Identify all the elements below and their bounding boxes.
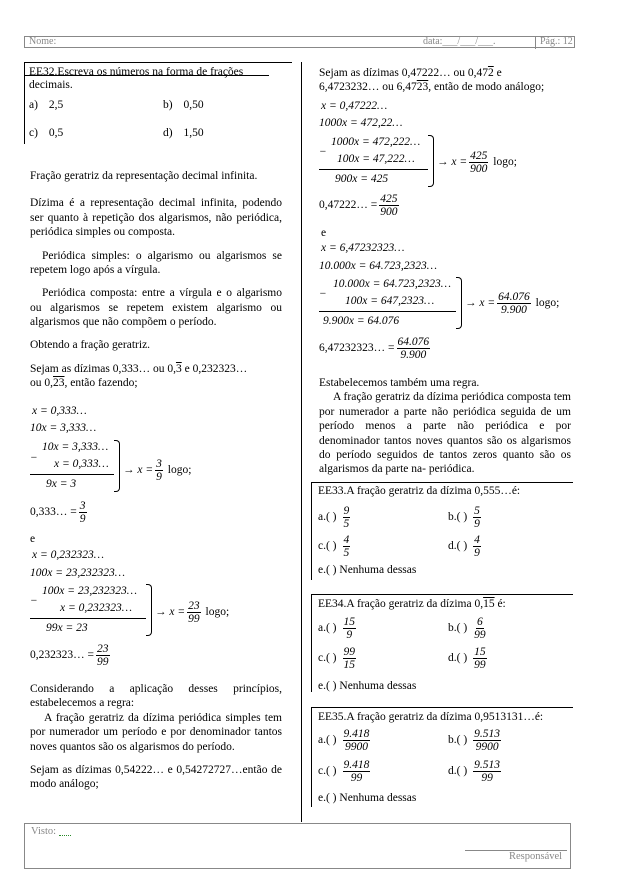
ee35-option-b[interactable]: b.( ) $\frac{9.513}{9900}$ bbox=[448, 728, 501, 754]
ee33-option-c[interactable]: c.( ) $\frac{4}{5}$ bbox=[318, 534, 350, 560]
ee32-item-a: a) 2,5 bbox=[29, 99, 64, 111]
ex1-final: 0,333… = $\frac{3}{9}$ bbox=[30, 500, 86, 526]
ee35-title: EE35.A fração geratriz da dízima 0,9513131…é: bbox=[318, 711, 544, 723]
visto-label: Visto: bbox=[31, 826, 57, 837]
theory-p5: Sejam as dízimas 0,333… ou 0,3 e 0,232323… ou 0,23, então fazendo; bbox=[30, 362, 248, 390]
ex4-final: 6,47232323… = $\frac{64.076}{9.900}$ bbox=[319, 336, 430, 362]
ex-sep-e: e bbox=[30, 533, 36, 545]
ee32-item-b: b) 0,50 bbox=[163, 99, 204, 111]
ex2-result: → x = $\frac{23}{99}$ logo; bbox=[155, 600, 230, 626]
ee32-box bbox=[24, 62, 292, 144]
ee35-option-c[interactable]: c.( ) $\frac{9.418}{99}$ bbox=[318, 759, 370, 785]
ex2-line2: 100x = 23,232323… bbox=[30, 567, 125, 579]
ex4-line2: 10.000x = 64.723,2323… bbox=[319, 260, 437, 272]
page-label: Pág.: 12 bbox=[535, 36, 573, 49]
right-p1: Sejam as dízimas 0,47222… ou 0,472 e 6,4723232… ou 6,4723, então de modo análogo; bbox=[319, 67, 545, 94]
ee33-option-d[interactable]: d.( ) $\frac{4}{9}$ bbox=[448, 534, 480, 560]
ee34-option-e[interactable]: e.( ) Nenhuma dessas bbox=[318, 680, 417, 692]
header-bar bbox=[24, 36, 575, 48]
ee34-title: EE34.A fração geratriz da dízima 0,15 é: bbox=[318, 598, 506, 610]
left-theory bbox=[30, 169, 282, 391]
ex4-result: → x = $\frac{64.076}{9.900}$ logo; bbox=[465, 291, 560, 317]
ee35-option-a[interactable]: a.( ) $\frac{9.418}{9900}$ bbox=[318, 728, 370, 754]
ee35-option-d[interactable]: d.( ) $\frac{9.513}{99}$ bbox=[448, 759, 501, 785]
theory-p8: Sejam as dízimas 0,54222… e 0,54272727…então de modo análogo; bbox=[30, 763, 282, 791]
ee33-option-b[interactable]: b.( ) $\frac{5}{9}$ bbox=[448, 505, 480, 531]
responsavel-label: Responsável bbox=[509, 851, 563, 862]
right-p3: A fração geratriz da dízima periódica composta tem por numerador a parte não periódica seguida de um período menos a parte não periódica e por denominador tantos noves quantos são os algarismos do período seguidos de tantos zeros quanto são os algarismos da parte na- periódica. bbox=[319, 391, 571, 476]
right-p2: Estabelecemos também uma regra. bbox=[319, 377, 480, 389]
ex1-line1: x = 0,333… bbox=[32, 405, 87, 417]
ex3-line1: x = 0,47222… bbox=[321, 100, 388, 112]
name-label: Nome: bbox=[29, 36, 57, 47]
theory-p1: Dízima é a representação decimal infinita, podendo ser quanto à repetição dos algarismos, não periódica, periódica simples ou composta. bbox=[30, 197, 282, 239]
ex3-result: → x = $\frac{425}{900}$ logo; bbox=[437, 150, 517, 176]
ee34-option-c[interactable]: c.( ) $\frac{99}{15}$ bbox=[318, 646, 356, 672]
ee32-title: EE32.Escreva os números na forma de frações decimais. bbox=[29, 66, 244, 92]
ex3-final: 0,47222… = $\frac{425}{900}$ bbox=[319, 193, 398, 219]
ee32-item-c: c) 0,5 bbox=[29, 127, 64, 139]
footer-box bbox=[24, 823, 571, 869]
theory-p2: Periódica simples: o algarismo ou algarismos se repetem logo após a vírgula. bbox=[30, 249, 282, 276]
ee32-item-d: d) 1,50 bbox=[163, 127, 204, 139]
ex4-system: − 10.000x = 64.723,2323… 100x = 647,2323… 9.900x = 64.076 bbox=[319, 277, 462, 331]
theory-p3: Periódica composta: entre a vírgula e o algarismo ou algarismos se repetem existem algarismo ou algarismos que não compõem o período. bbox=[30, 287, 282, 328]
ee35-option-e[interactable]: e.( ) Nenhuma dessas bbox=[318, 792, 417, 804]
ee34-option-b[interactable]: b.( ) $\frac{6}{99}$ bbox=[448, 616, 486, 642]
ee33-option-e[interactable]: e.( ) Nenhuma dessas bbox=[318, 564, 417, 576]
right-rules bbox=[319, 376, 571, 477]
ex2-line1: x = 0,232323… bbox=[32, 549, 104, 561]
right-sep-e: e bbox=[321, 227, 327, 239]
ex1-system: − 10x = 3,333… x = 0,333… 9x = 3 bbox=[30, 440, 118, 494]
theory-heading: Fração geratriz da representação decimal infinita. bbox=[30, 170, 258, 182]
ee33-option-a[interactable]: a.( ) $\frac{9}{5}$ bbox=[318, 505, 350, 531]
ex2-final: 0,232323… = $\frac{23}{99}$ bbox=[30, 643, 109, 669]
spell-squiggle-icon bbox=[59, 833, 71, 836]
ex3-system: − 1000x = 472,222… 100x = 47,222… 900x = 425 bbox=[319, 135, 434, 189]
date-label: data:___/___/___. bbox=[423, 36, 496, 47]
column-divider bbox=[301, 62, 302, 822]
ex4-line1: x = 6,47232323… bbox=[321, 242, 405, 254]
left-rules bbox=[30, 682, 282, 792]
ee34-option-a[interactable]: a.( ) $\frac{15}{9}$ bbox=[318, 616, 356, 642]
ee33-box bbox=[311, 482, 573, 580]
ex2-system: − 100x = 23,232323… x = 0,232323… 99x = 23 bbox=[30, 584, 152, 638]
ex1-result: → x = $\frac{3}{9}$ logo; bbox=[123, 458, 192, 484]
ee33-title: EE33.A fração geratriz da dízima 0,555…é: bbox=[318, 485, 521, 497]
theory-p4: Obtendo a fração geratriz. bbox=[30, 339, 151, 352]
ee35-box bbox=[311, 707, 573, 807]
theory-p7: A fração geratriz da dízima periódica simples tem por numerador um período e por denominador tantos noves quantos são os algarismos do período. bbox=[30, 711, 282, 753]
ee34-option-d[interactable]: d.( ) $\frac{15}{99}$ bbox=[448, 646, 486, 672]
ee34-box bbox=[311, 594, 573, 692]
ex3-line2: 1000x = 472,22… bbox=[319, 117, 403, 129]
theory-p6: Considerando a aplicação desses princípios, estabelecemos a regra: bbox=[30, 683, 282, 710]
ex1-line2: 10x = 3,333… bbox=[30, 422, 97, 434]
